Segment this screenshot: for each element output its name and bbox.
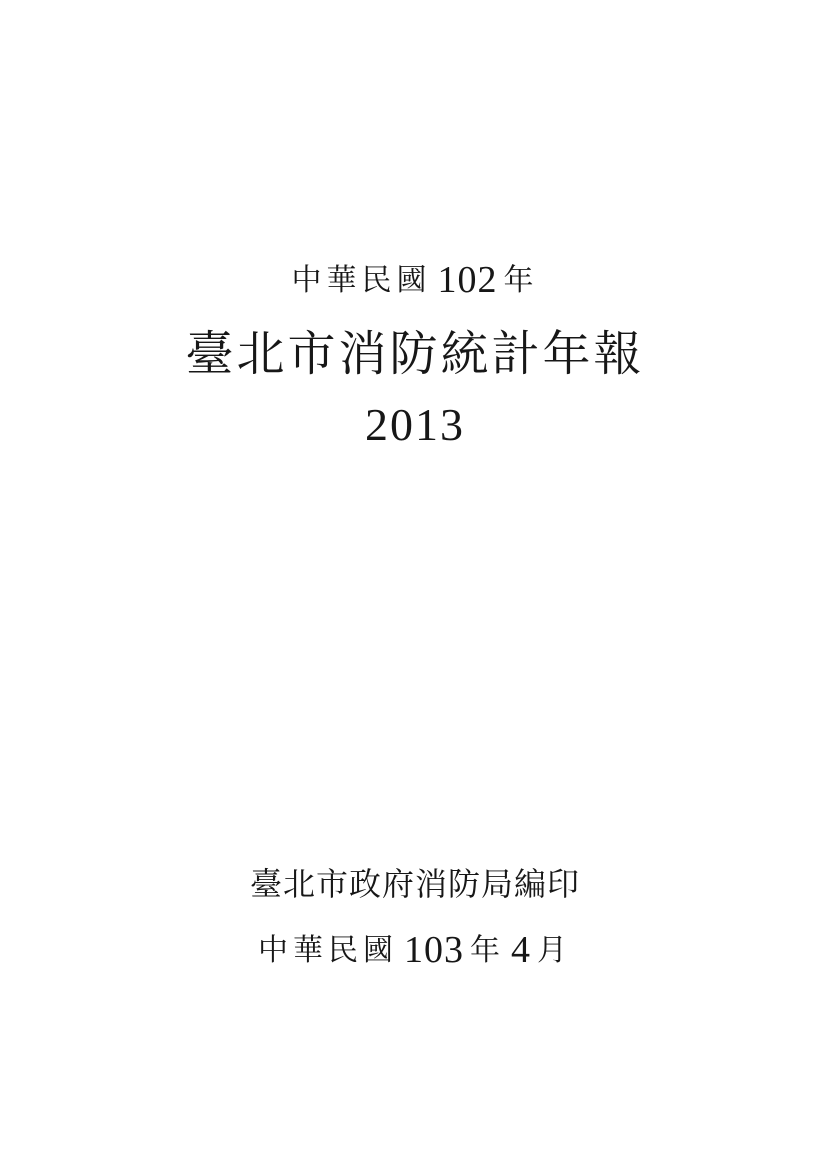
era-year-number: 102 (437, 259, 498, 301)
date-month-suffix: 月 (537, 934, 572, 967)
publisher-line: 臺北市政府消防局編印 (249, 866, 580, 902)
date-year-suffix: 年 (470, 934, 505, 967)
title-block (0, 259, 830, 450)
era-year-line (0, 259, 830, 301)
date-year-number: 103 (404, 929, 464, 971)
western-year: 2013 (365, 399, 465, 450)
publication-date-line (0, 929, 830, 971)
era-year-prefix: 中華民國 (291, 264, 432, 297)
era-year-suffix: 年 (503, 264, 539, 297)
publisher-block (0, 864, 830, 969)
date-month-number: 4 (511, 929, 531, 971)
date-era-prefix: 中華民國 (258, 934, 398, 967)
report-title: 臺北市消防統計年報 (185, 328, 645, 381)
